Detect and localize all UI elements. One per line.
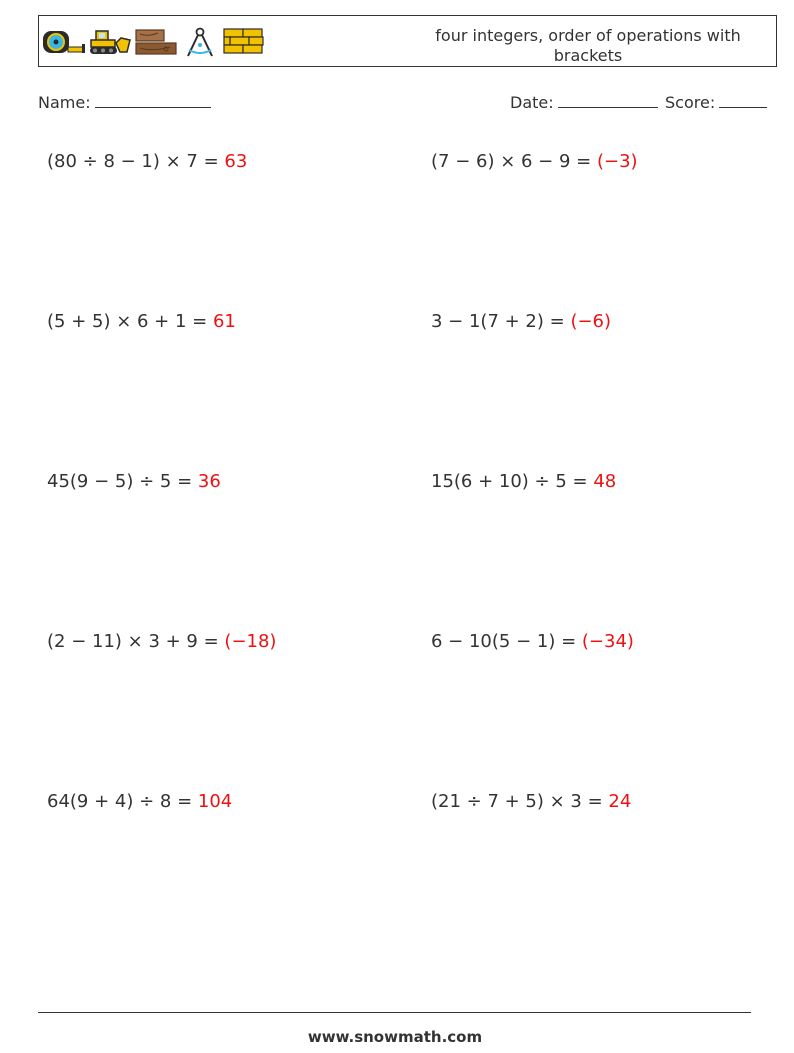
problem-7 (47, 631, 276, 652)
problem-expression: 45(9 − 5) ÷ 5 = (47, 471, 198, 492)
footer-divider (38, 1012, 751, 1013)
bulldozer-icon (88, 28, 132, 56)
problem-2 (431, 151, 638, 172)
problem-10 (431, 791, 631, 812)
name-field[interactable] (38, 93, 211, 112)
score-blank[interactable] (719, 93, 767, 108)
problem-answer: (−34) (581, 631, 634, 652)
problem-answer: 24 (608, 791, 632, 812)
problem-expression: 6 − 10(5 − 1) = (431, 631, 582, 652)
problem-answer: (−18) (224, 631, 277, 652)
problem-3 (47, 311, 236, 332)
date-blank[interactable] (558, 93, 658, 108)
problem-expression: 15(6 + 10) ÷ 5 = (431, 471, 594, 492)
problem-9 (47, 791, 232, 812)
header-icons (42, 25, 268, 59)
name-label: Name: (38, 93, 91, 112)
problem-1 (47, 151, 247, 172)
score-label: Score: (665, 93, 716, 112)
problem-answer: 63 (224, 151, 248, 172)
date-label: Date: (510, 93, 554, 112)
wood-planks-icon (134, 28, 178, 56)
footer-url[interactable]: www.snowmath.com (307, 1028, 483, 1046)
problem-answer: 36 (197, 471, 221, 492)
problem-expression: (2 − 11) × 3 + 9 = (47, 631, 225, 652)
score-field[interactable] (665, 93, 767, 112)
tape-measure-icon (42, 28, 86, 56)
worksheet-title: four integers, order of operations with brackets (435, 26, 741, 65)
problem-expression: 64(9 + 4) ÷ 8 = (47, 791, 198, 812)
problem-4 (431, 311, 611, 332)
problem-5 (47, 471, 221, 492)
problem-answer: (−3) (596, 151, 638, 172)
problem-expression: (21 ÷ 7 + 5) × 3 = (431, 791, 609, 812)
problem-answer: 48 (593, 471, 617, 492)
problem-expression: 3 − 1(7 + 2) = (431, 311, 571, 332)
name-blank[interactable] (95, 93, 211, 108)
problem-8 (431, 631, 634, 652)
problem-answer: (−6) (570, 311, 612, 332)
date-field[interactable] (510, 93, 658, 112)
problem-expression: (80 ÷ 8 − 1) × 7 = (47, 151, 225, 172)
drawing-compass-icon (180, 26, 220, 58)
problem-6 (431, 471, 616, 492)
worksheet-header (38, 15, 777, 67)
problem-answer: 104 (197, 791, 233, 812)
problem-expression: (7 − 6) × 6 − 9 = (431, 151, 597, 172)
problem-expression: (5 + 5) × 6 + 1 = (47, 311, 213, 332)
problem-answer: 61 (212, 311, 236, 332)
bricks-icon (222, 27, 266, 57)
